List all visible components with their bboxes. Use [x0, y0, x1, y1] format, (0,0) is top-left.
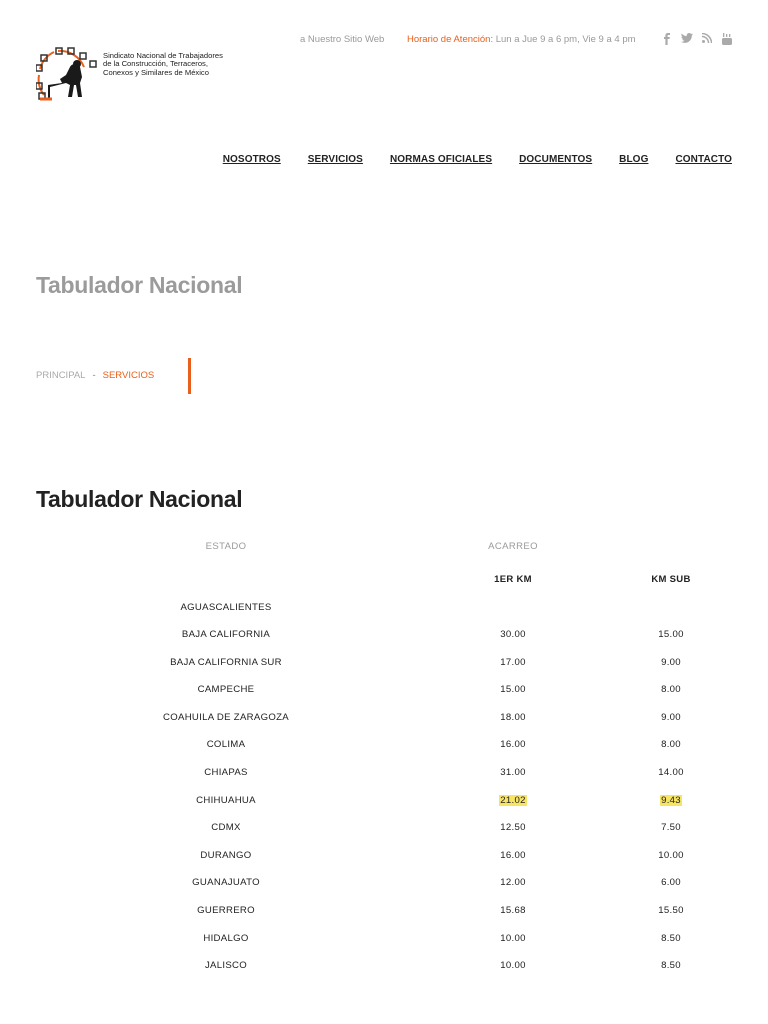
site-logo[interactable]: [36, 47, 236, 111]
cell-state-value: CAMPECHE: [197, 684, 255, 696]
breadcrumb: [36, 370, 154, 381]
office-hours: [407, 34, 636, 45]
cell-km-sub: [631, 933, 711, 944]
column-header-km-sub: KM SUB: [651, 574, 691, 585]
cell-1er-km: [473, 960, 553, 971]
cell-km-sub-value: 6.00: [661, 877, 681, 889]
cell-state-value: DURANGO: [200, 849, 252, 861]
cell-km-sub-value: 9.43: [661, 794, 681, 806]
column-header-estado: ESTADO: [205, 541, 247, 552]
table-row: [0, 814, 768, 842]
cell-km-sub-value: 8.50: [661, 960, 681, 972]
table-row: [0, 952, 768, 980]
nav-item-servicios[interactable]: SERVICIOS: [307, 154, 363, 165]
breadcrumb-separator: -: [92, 370, 96, 381]
cell-1er-km: [473, 767, 553, 778]
cell-1er-km-value: 17.00: [500, 656, 526, 668]
cell-km-sub-value: 10.00: [658, 849, 684, 861]
cell-1er-km-value: 10.00: [500, 932, 526, 944]
cell-1er-km: [473, 822, 553, 833]
cell-state: [140, 657, 312, 668]
cell-km-sub-value: 9.00: [661, 656, 681, 668]
table-row: [0, 731, 768, 759]
cell-state-value: CDMX: [211, 822, 241, 834]
breadcrumb-home[interactable]: PRINCIPAL: [36, 370, 86, 381]
table-row: [0, 787, 768, 815]
table-row: [0, 759, 768, 787]
cell-1er-km: [473, 657, 553, 668]
table-row: [0, 869, 768, 897]
twitter-icon[interactable]: [680, 33, 693, 46]
table-row: [0, 594, 768, 622]
cell-km-sub-value: 15.50: [658, 905, 684, 917]
cell-state: [140, 795, 312, 806]
cell-km-sub-value: 15.00: [658, 629, 684, 641]
cell-km-sub-value: 8.00: [661, 739, 681, 751]
section-title: Tabulador Nacional: [36, 486, 243, 512]
cell-1er-km-value: 31.00: [500, 767, 526, 779]
facebook-icon[interactable]: [660, 33, 673, 46]
cell-state: [140, 850, 312, 861]
cell-km-sub: [631, 657, 711, 668]
cell-km-sub: [631, 767, 711, 778]
cell-km-sub-value: 7.50: [661, 822, 681, 834]
nav-item-normas-oficiales[interactable]: NORMAS OFICIALES: [389, 154, 493, 165]
cell-state: [140, 960, 312, 971]
cell-1er-km-value: 21.02: [500, 794, 526, 806]
cell-km-sub-value: 8.50: [661, 932, 681, 944]
rss-icon[interactable]: [700, 33, 713, 46]
table-row: [0, 621, 768, 649]
table-row: [0, 649, 768, 677]
cell-state-value: GUERRERO: [197, 905, 255, 917]
cell-state-value: BAJA CALIFORNIA: [181, 629, 271, 641]
cell-state-value: COAHUILA DE ZARAGOZA: [163, 711, 289, 723]
cell-km-sub: [631, 739, 711, 750]
cell-state-value: BAJA CALIFORNIA SUR: [170, 656, 282, 668]
table-row: [0, 897, 768, 925]
office-hours-label: Horario de Atención:: [407, 34, 494, 45]
nav-item-blog[interactable]: BLOG: [619, 154, 649, 165]
cell-1er-km: [473, 684, 553, 695]
table-row: [0, 925, 768, 953]
cell-state: [140, 602, 312, 613]
cell-1er-km: [473, 795, 553, 806]
page-title: Tabulador Nacional: [36, 272, 243, 298]
cell-state: [140, 712, 312, 723]
cell-state-value: CHIHUAHUA: [196, 794, 256, 806]
rates-table: [0, 594, 768, 980]
column-header-acarreo: ACARREO: [488, 541, 538, 552]
welcome-text: a Nuestro Sitio Web: [300, 34, 385, 45]
breadcrumb-current: SERVICIOS: [102, 370, 155, 381]
cell-state-value: COLIMA: [206, 739, 246, 751]
youtube-icon[interactable]: [720, 33, 733, 46]
cell-km-sub: [631, 822, 711, 833]
cell-1er-km: [473, 905, 553, 916]
cell-km-sub: [631, 850, 711, 861]
nav-item-documentos[interactable]: DOCUMENTOS: [519, 154, 593, 165]
table-row: [0, 704, 768, 732]
cell-state-value: CHIAPAS: [204, 767, 248, 779]
cell-state-value: HIDALGO: [203, 932, 249, 944]
cell-state-value: JALISCO: [204, 960, 248, 972]
social-links: [660, 33, 733, 46]
main-nav: [223, 154, 732, 165]
table-row: [0, 676, 768, 704]
cell-state: [140, 739, 312, 750]
cell-1er-km-value: 18.00: [500, 711, 526, 723]
cell-1er-km-value: 12.00: [500, 877, 526, 889]
nav-item-contacto[interactable]: CONTACTO: [675, 154, 732, 165]
column-header-1er-km: 1ER KM: [494, 574, 532, 585]
cell-km-sub: [631, 795, 711, 806]
nav-item-nosotros[interactable]: NOSOTROS: [222, 154, 281, 165]
cell-state: [140, 629, 312, 640]
top-bar: [0, 33, 768, 47]
cell-1er-km-value: 16.00: [500, 849, 526, 861]
cell-km-sub-value: 14.00: [658, 767, 684, 779]
cell-state: [140, 905, 312, 916]
cell-km-sub: [631, 712, 711, 723]
cell-km-sub: [631, 684, 711, 695]
cell-1er-km-value: 12.50: [500, 822, 526, 834]
cell-km-sub-value: 9.00: [661, 711, 681, 723]
cell-1er-km-value: 15.68: [500, 905, 526, 917]
cell-state: [140, 822, 312, 833]
cell-state: [140, 877, 312, 888]
cell-1er-km: [473, 739, 553, 750]
cell-km-sub-value: 8.00: [661, 684, 681, 696]
cell-1er-km: [473, 933, 553, 944]
gear-worker-emblem-icon: [36, 47, 102, 111]
cell-km-sub: [631, 905, 711, 916]
cell-1er-km-value: 16.00: [500, 739, 526, 751]
cell-1er-km: [473, 850, 553, 861]
office-hours-value: Lun a Jue 9 a 6 pm, Vie 9 a 4 pm: [493, 34, 636, 45]
cell-1er-km-value: 10.00: [500, 960, 526, 972]
cell-state-value: AGUASCALIENTES: [180, 601, 272, 613]
cell-km-sub: [631, 960, 711, 971]
cell-state: [140, 767, 312, 778]
logo-text: Sindicato Nacional de Trabajadores de la Construcción, Terraceros, Conexos y Similares de México: [103, 51, 223, 77]
cell-km-sub: [631, 629, 711, 640]
table-row: [0, 842, 768, 870]
cell-1er-km-value: 15.00: [500, 684, 526, 696]
breadcrumb-accent-bar: [188, 358, 191, 394]
cell-state: [140, 684, 312, 695]
cell-1er-km-value: 30.00: [500, 629, 526, 641]
cell-km-sub: [631, 877, 711, 888]
cell-state: [140, 933, 312, 944]
cell-1er-km: [473, 712, 553, 723]
cell-1er-km: [473, 877, 553, 888]
cell-1er-km: [473, 629, 553, 640]
cell-state-value: GUANAJUATO: [192, 877, 260, 889]
